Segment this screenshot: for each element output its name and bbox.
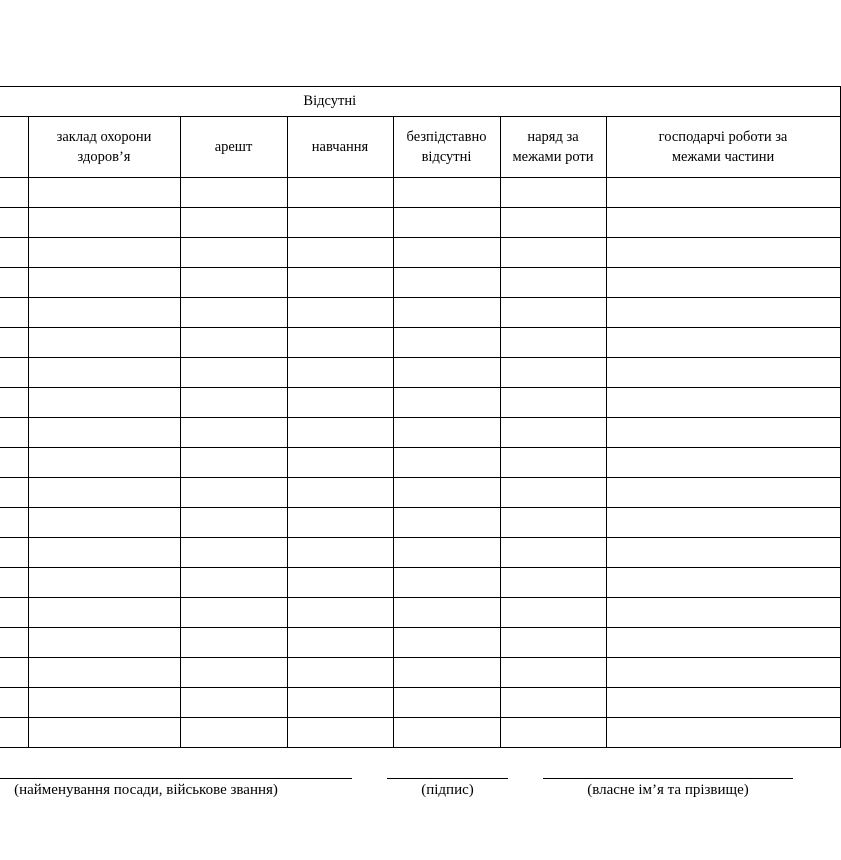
table-cell[interactable] [0, 628, 28, 658]
table-cell[interactable] [180, 268, 287, 298]
table-cell[interactable] [0, 328, 28, 358]
signature-name [543, 778, 793, 808]
table-cell[interactable] [500, 598, 606, 628]
table-cell[interactable] [28, 538, 180, 568]
table-row [0, 298, 840, 328]
table-cell[interactable] [28, 478, 180, 508]
table-cell[interactable] [180, 538, 287, 568]
table-cell[interactable] [606, 478, 840, 508]
table-cell[interactable] [606, 208, 840, 238]
table-row [0, 658, 840, 688]
table-cell[interactable] [500, 508, 606, 538]
table-cell[interactable] [180, 508, 287, 538]
table-cell[interactable] [180, 358, 287, 388]
table-cell[interactable] [28, 658, 180, 688]
table-cell[interactable] [28, 718, 180, 748]
table-cell[interactable] [606, 178, 840, 208]
table-row [0, 358, 840, 388]
table-cell[interactable] [180, 658, 287, 688]
table-cell[interactable] [500, 718, 606, 748]
table-cell[interactable] [393, 478, 500, 508]
table-cell[interactable] [28, 268, 180, 298]
table-cell[interactable] [287, 208, 393, 238]
table-cell[interactable] [606, 508, 840, 538]
table-cell[interactable] [287, 628, 393, 658]
table-cell[interactable] [393, 628, 500, 658]
signature-position [0, 778, 352, 808]
table-row [0, 388, 840, 418]
table-cell[interactable] [287, 718, 393, 748]
table-cell[interactable] [287, 418, 393, 448]
position-caption: (найменування посади, військове звання) [14, 782, 278, 798]
table-cell[interactable] [393, 208, 500, 238]
table-cell[interactable] [606, 538, 840, 568]
table-row [0, 418, 840, 448]
column-header-health-facility: заклад охорони здоров’я [28, 117, 180, 178]
table-cell[interactable] [287, 178, 393, 208]
table-cell[interactable] [606, 688, 840, 718]
table-cell[interactable] [500, 208, 606, 238]
table-cell[interactable] [287, 328, 393, 358]
table-cell[interactable] [28, 238, 180, 268]
table-cell[interactable] [28, 508, 180, 538]
table-row [0, 598, 840, 628]
table-cell[interactable] [28, 358, 180, 388]
table-cell[interactable] [500, 478, 606, 508]
table-cell[interactable] [180, 718, 287, 748]
table-cell[interactable] [500, 178, 606, 208]
absence-table [0, 86, 841, 748]
column-header-training: навчання [287, 117, 393, 178]
table-cell[interactable] [287, 238, 393, 268]
table-cell[interactable] [606, 328, 840, 358]
table-cell[interactable] [0, 268, 28, 298]
table-cell[interactable] [180, 178, 287, 208]
table-cell[interactable] [606, 448, 840, 478]
table-cell[interactable] [606, 268, 840, 298]
table-cell[interactable] [287, 478, 393, 508]
table-cell[interactable] [393, 238, 500, 268]
table-cell[interactable] [287, 298, 393, 328]
signature-sign [387, 778, 508, 808]
table-cell[interactable] [393, 508, 500, 538]
column-header-partial [0, 117, 28, 178]
table-row [0, 328, 840, 358]
table-cell[interactable] [500, 298, 606, 328]
table-cell[interactable] [180, 388, 287, 418]
table-cell[interactable] [500, 688, 606, 718]
table-cell[interactable] [287, 268, 393, 298]
column-header-arrest: арешт [180, 117, 287, 178]
name-caption: (власне ім’я та прізвище) [587, 782, 749, 798]
table-cell[interactable] [606, 598, 840, 628]
table-cell[interactable] [180, 238, 287, 268]
table-row [0, 208, 840, 238]
table-cell[interactable] [0, 358, 28, 388]
table-cell[interactable] [500, 538, 606, 568]
table-cell[interactable] [393, 268, 500, 298]
table-cell[interactable] [606, 388, 840, 418]
name-line [543, 778, 793, 779]
table-cell[interactable] [28, 598, 180, 628]
table-cell[interactable] [28, 568, 180, 598]
table-cell[interactable] [0, 508, 28, 538]
table-cell[interactable] [0, 178, 28, 208]
table-cell[interactable] [287, 568, 393, 598]
table-cell[interactable] [287, 448, 393, 478]
table-cell[interactable] [28, 328, 180, 358]
table-cell[interactable] [0, 388, 28, 418]
table-row [0, 238, 840, 268]
table-cell[interactable] [393, 178, 500, 208]
table-cell[interactable] [393, 688, 500, 718]
table-cell[interactable] [180, 478, 287, 508]
table-cell[interactable] [28, 418, 180, 448]
group-header-row [0, 87, 840, 117]
table-cell[interactable] [0, 238, 28, 268]
signature-caption: (підпис) [421, 782, 474, 798]
table-cell[interactable] [393, 538, 500, 568]
table-cell[interactable] [606, 358, 840, 388]
column-header-unauthorized-absence: безпідставно відсутні [393, 117, 500, 178]
table-cell[interactable] [180, 628, 287, 658]
table-cell[interactable] [500, 268, 606, 298]
table-cell[interactable] [500, 658, 606, 688]
table-cell[interactable] [393, 658, 500, 688]
table-cell[interactable] [0, 298, 28, 328]
table-cell[interactable] [500, 238, 606, 268]
table-cell[interactable] [0, 658, 28, 688]
table-cell[interactable] [0, 478, 28, 508]
table-cell[interactable] [28, 178, 180, 208]
table-row [0, 718, 840, 748]
table-row [0, 538, 840, 568]
table-cell[interactable] [287, 658, 393, 688]
table-cell[interactable] [500, 328, 606, 358]
table-cell[interactable] [393, 418, 500, 448]
table-cell[interactable] [393, 718, 500, 748]
table-row [0, 478, 840, 508]
table-cell[interactable] [393, 298, 500, 328]
table-cell[interactable] [0, 568, 28, 598]
table-cell[interactable] [180, 448, 287, 478]
table-cell[interactable] [180, 208, 287, 238]
position-line [0, 778, 352, 779]
table-cell[interactable] [393, 358, 500, 388]
table-cell[interactable] [180, 598, 287, 628]
table-row [0, 628, 840, 658]
table-cell[interactable] [500, 568, 606, 598]
table-cell[interactable] [287, 508, 393, 538]
table-cell[interactable] [180, 328, 287, 358]
table-row [0, 268, 840, 298]
table-cell[interactable] [287, 388, 393, 418]
table-cell[interactable] [606, 658, 840, 688]
table-cell[interactable] [180, 688, 287, 718]
column-header-work-outside-unit: господарчі роботи за межами частини [606, 117, 840, 178]
table-cell[interactable] [28, 688, 180, 718]
table-cell[interactable] [0, 418, 28, 448]
table-cell[interactable] [606, 628, 840, 658]
table-cell[interactable] [180, 298, 287, 328]
table-cell[interactable] [28, 388, 180, 418]
table-cell[interactable] [28, 448, 180, 478]
table-cell[interactable] [287, 688, 393, 718]
table-cell[interactable] [393, 568, 500, 598]
table-cell[interactable] [500, 448, 606, 478]
table-row [0, 508, 840, 538]
table-cell[interactable] [393, 448, 500, 478]
column-header-duty-outside-company: наряд за межами роти [500, 117, 606, 178]
table-cell[interactable] [0, 208, 28, 238]
column-header-row [0, 117, 840, 178]
table-cell[interactable] [393, 328, 500, 358]
table-row [0, 688, 840, 718]
table-cell[interactable] [393, 388, 500, 418]
table-cell[interactable] [500, 388, 606, 418]
table-row [0, 568, 840, 598]
table-cell[interactable] [180, 568, 287, 598]
table-cell[interactable] [0, 688, 28, 718]
table-cell[interactable] [393, 598, 500, 628]
signature-line [387, 778, 508, 779]
table-cell[interactable] [287, 358, 393, 388]
table-cell[interactable] [606, 718, 840, 748]
table-cell[interactable] [0, 598, 28, 628]
table-cell[interactable] [180, 418, 287, 448]
table-cell[interactable] [28, 298, 180, 328]
table-cell[interactable] [606, 568, 840, 598]
table-cell[interactable] [28, 628, 180, 658]
table-row [0, 448, 840, 478]
table-cell[interactable] [500, 358, 606, 388]
table-cell[interactable] [500, 418, 606, 448]
table-row [0, 178, 840, 208]
table-cell[interactable] [606, 418, 840, 448]
group-header-absent: Відсутні [0, 87, 840, 117]
table-cell[interactable] [0, 718, 28, 748]
table-cell[interactable] [606, 298, 840, 328]
table-cell[interactable] [606, 238, 840, 268]
table-cell[interactable] [500, 628, 606, 658]
table-cell[interactable] [287, 598, 393, 628]
table-cell[interactable] [28, 208, 180, 238]
table-cell[interactable] [0, 448, 28, 478]
table-cell[interactable] [287, 538, 393, 568]
table-cell[interactable] [0, 538, 28, 568]
